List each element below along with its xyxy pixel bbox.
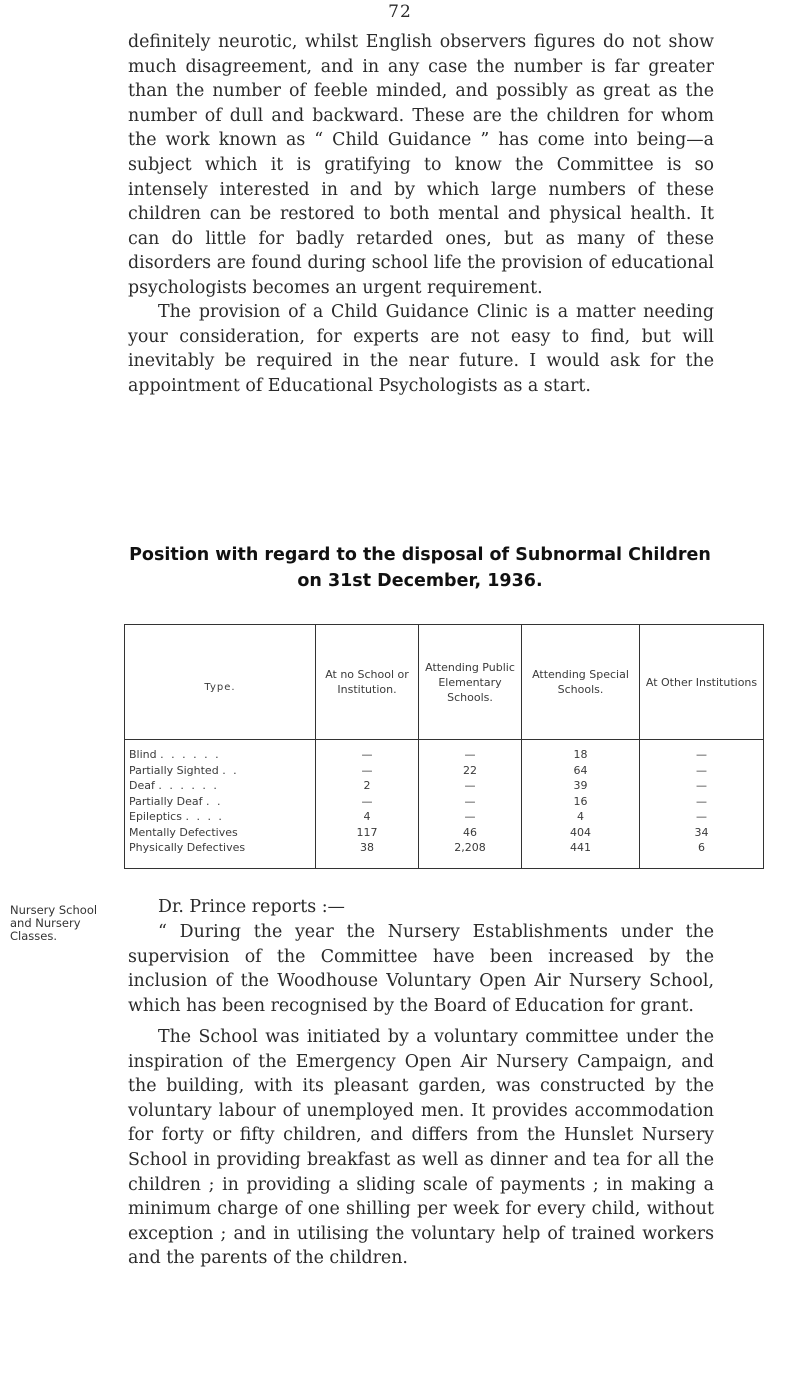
- cell-at-no-school: —: [316, 794, 419, 810]
- header-public-elementary: Attending Public Elementary Schools.: [419, 625, 522, 740]
- table-row: [125, 794, 764, 810]
- report-intro: Dr. Prince reports :—: [158, 897, 345, 917]
- subnormal-children-table: [124, 624, 764, 869]
- header-type: Type.: [125, 625, 316, 740]
- header-special-schools: Attending Special Schools.: [522, 625, 640, 740]
- cell-at-no-school: 4: [316, 809, 419, 825]
- cell-other-institutions: —: [640, 778, 764, 794]
- cell-at-no-school: 38: [316, 840, 419, 868]
- report-paragraph-2: The School was initiated by a voluntary committee under the inspiration of the Emergency Open Air Nursery Campaign, and the building, with its pleasant garden, was constructed by the voluntary labour of unemployed men. It provides accommodation for forty or fifty children, and differs from the Hunslet Nursery School in providing breakfast as well as dinner and tea for all the children ; in providing a sliding scale of payments ; in making a minimum charge of one shilling per week for every child, without exception ; and in utilising the voluntary help of trained workers and the parents of the children.: [128, 1027, 714, 1269]
- cell-other-institutions: —: [640, 809, 764, 825]
- table-row: [125, 763, 764, 779]
- header-other-institutions: At Other Institutions: [640, 625, 764, 740]
- row-type-label: Blind: [129, 748, 157, 761]
- cell-public-elementary: 2,208: [419, 840, 522, 868]
- cell-public-elementary: 22: [419, 763, 522, 779]
- header-at-no-school: At no School or Institution.: [316, 625, 419, 740]
- table-heading: [110, 542, 730, 594]
- table-row: [125, 740, 764, 763]
- page-number: 72: [388, 2, 412, 22]
- table-header-row: [125, 625, 764, 740]
- table-heading-line-1: Position with regard to the disposal of Subnormal Children: [129, 545, 711, 565]
- margin-note-line-3: Classes.: [10, 929, 57, 943]
- table-row: [125, 825, 764, 841]
- cell-at-no-school: —: [316, 763, 419, 779]
- cell-other-institutions: —: [640, 794, 764, 810]
- cell-special-schools: 64: [522, 763, 640, 779]
- cell-public-elementary: —: [419, 778, 522, 794]
- margin-note-line-2: and Nursery: [10, 916, 81, 930]
- leader-dots: . .: [205, 794, 223, 808]
- cell-other-institutions: 34: [640, 825, 764, 841]
- row-type-label: Deaf: [129, 779, 155, 792]
- cell-public-elementary: —: [419, 809, 522, 825]
- intro-paragraph-2: The provision of a Child Guidance Clinic is a matter needing your consideration, for experts are not easy to find, but will inevitably be required in the near future. I would ask for the appointment of Educational Psychologists as a start.: [128, 302, 714, 396]
- cell-special-schools: 404: [522, 825, 640, 841]
- table-row: [125, 778, 764, 794]
- cell-at-no-school: —: [316, 740, 419, 763]
- cell-other-institutions: —: [640, 763, 764, 779]
- cell-special-schools: 18: [522, 740, 640, 763]
- leader-dots: . . . . . .: [158, 779, 219, 792]
- margin-note: [10, 904, 120, 943]
- row-type-label: Partially Sighted: [129, 763, 219, 777]
- cell-public-elementary: —: [419, 740, 522, 763]
- row-type-cell: [125, 809, 316, 825]
- row-type-label: Mentally Defectives: [129, 825, 238, 839]
- leader-dots: . . . .: [185, 810, 224, 823]
- leader-dots: . . . . . .: [160, 748, 221, 761]
- table-row: [125, 809, 764, 825]
- row-type-cell: [125, 778, 316, 794]
- row-type-cell: [125, 763, 316, 779]
- row-type-cell: [125, 794, 316, 810]
- cell-special-schools: 441: [522, 840, 640, 868]
- cell-public-elementary: 46: [419, 825, 522, 841]
- row-type-label: Physically Defectives: [129, 841, 246, 854]
- cell-other-institutions: 6: [640, 840, 764, 868]
- report-paragraph-1: “ During the year the Nursery Establishments under the supervision of the Committee have been increased by the inclusion of the Woodhouse Voluntary Open Air Nursery School, which has been recognised by the Board of Education for grant.: [128, 922, 714, 1016]
- row-type-cell: [125, 840, 316, 868]
- row-type-label: Partially Deaf: [129, 794, 203, 808]
- margin-note-line-1: Nursery School: [10, 903, 98, 917]
- intro-paragraph-1: definitely neurotic, whilst English observers figures do not show much disagreement, and in any case the number is far greater than the number of feeble minded, and possibly as great as the number of dull and backward. These are the children for whom the work known as “ Child Guidance ” has come into being—a subject which it is gratifying to know the Committee is so intensely interested in and by which large numbers of these children can be restored to both mental and physical health. It can do little for badly retarded ones, but as many of these disorders are found during school life the provision of educational psychologists becomes an urgent requirement.: [128, 32, 714, 298]
- table-row: [125, 840, 764, 868]
- row-type-cell: [125, 740, 316, 763]
- cell-at-no-school: 117: [316, 825, 419, 841]
- cell-special-schools: 16: [522, 794, 640, 810]
- cell-special-schools: 39: [522, 778, 640, 794]
- cell-public-elementary: —: [419, 794, 522, 810]
- cell-special-schools: 4: [522, 809, 640, 825]
- cell-other-institutions: —: [640, 740, 764, 763]
- row-type-label: Epileptics: [129, 810, 182, 823]
- cell-at-no-school: 2: [316, 778, 419, 794]
- row-type-cell: [125, 825, 316, 841]
- leader-dots: . .: [222, 763, 239, 777]
- table-heading-line-2: on 31st December, 1936.: [297, 571, 543, 591]
